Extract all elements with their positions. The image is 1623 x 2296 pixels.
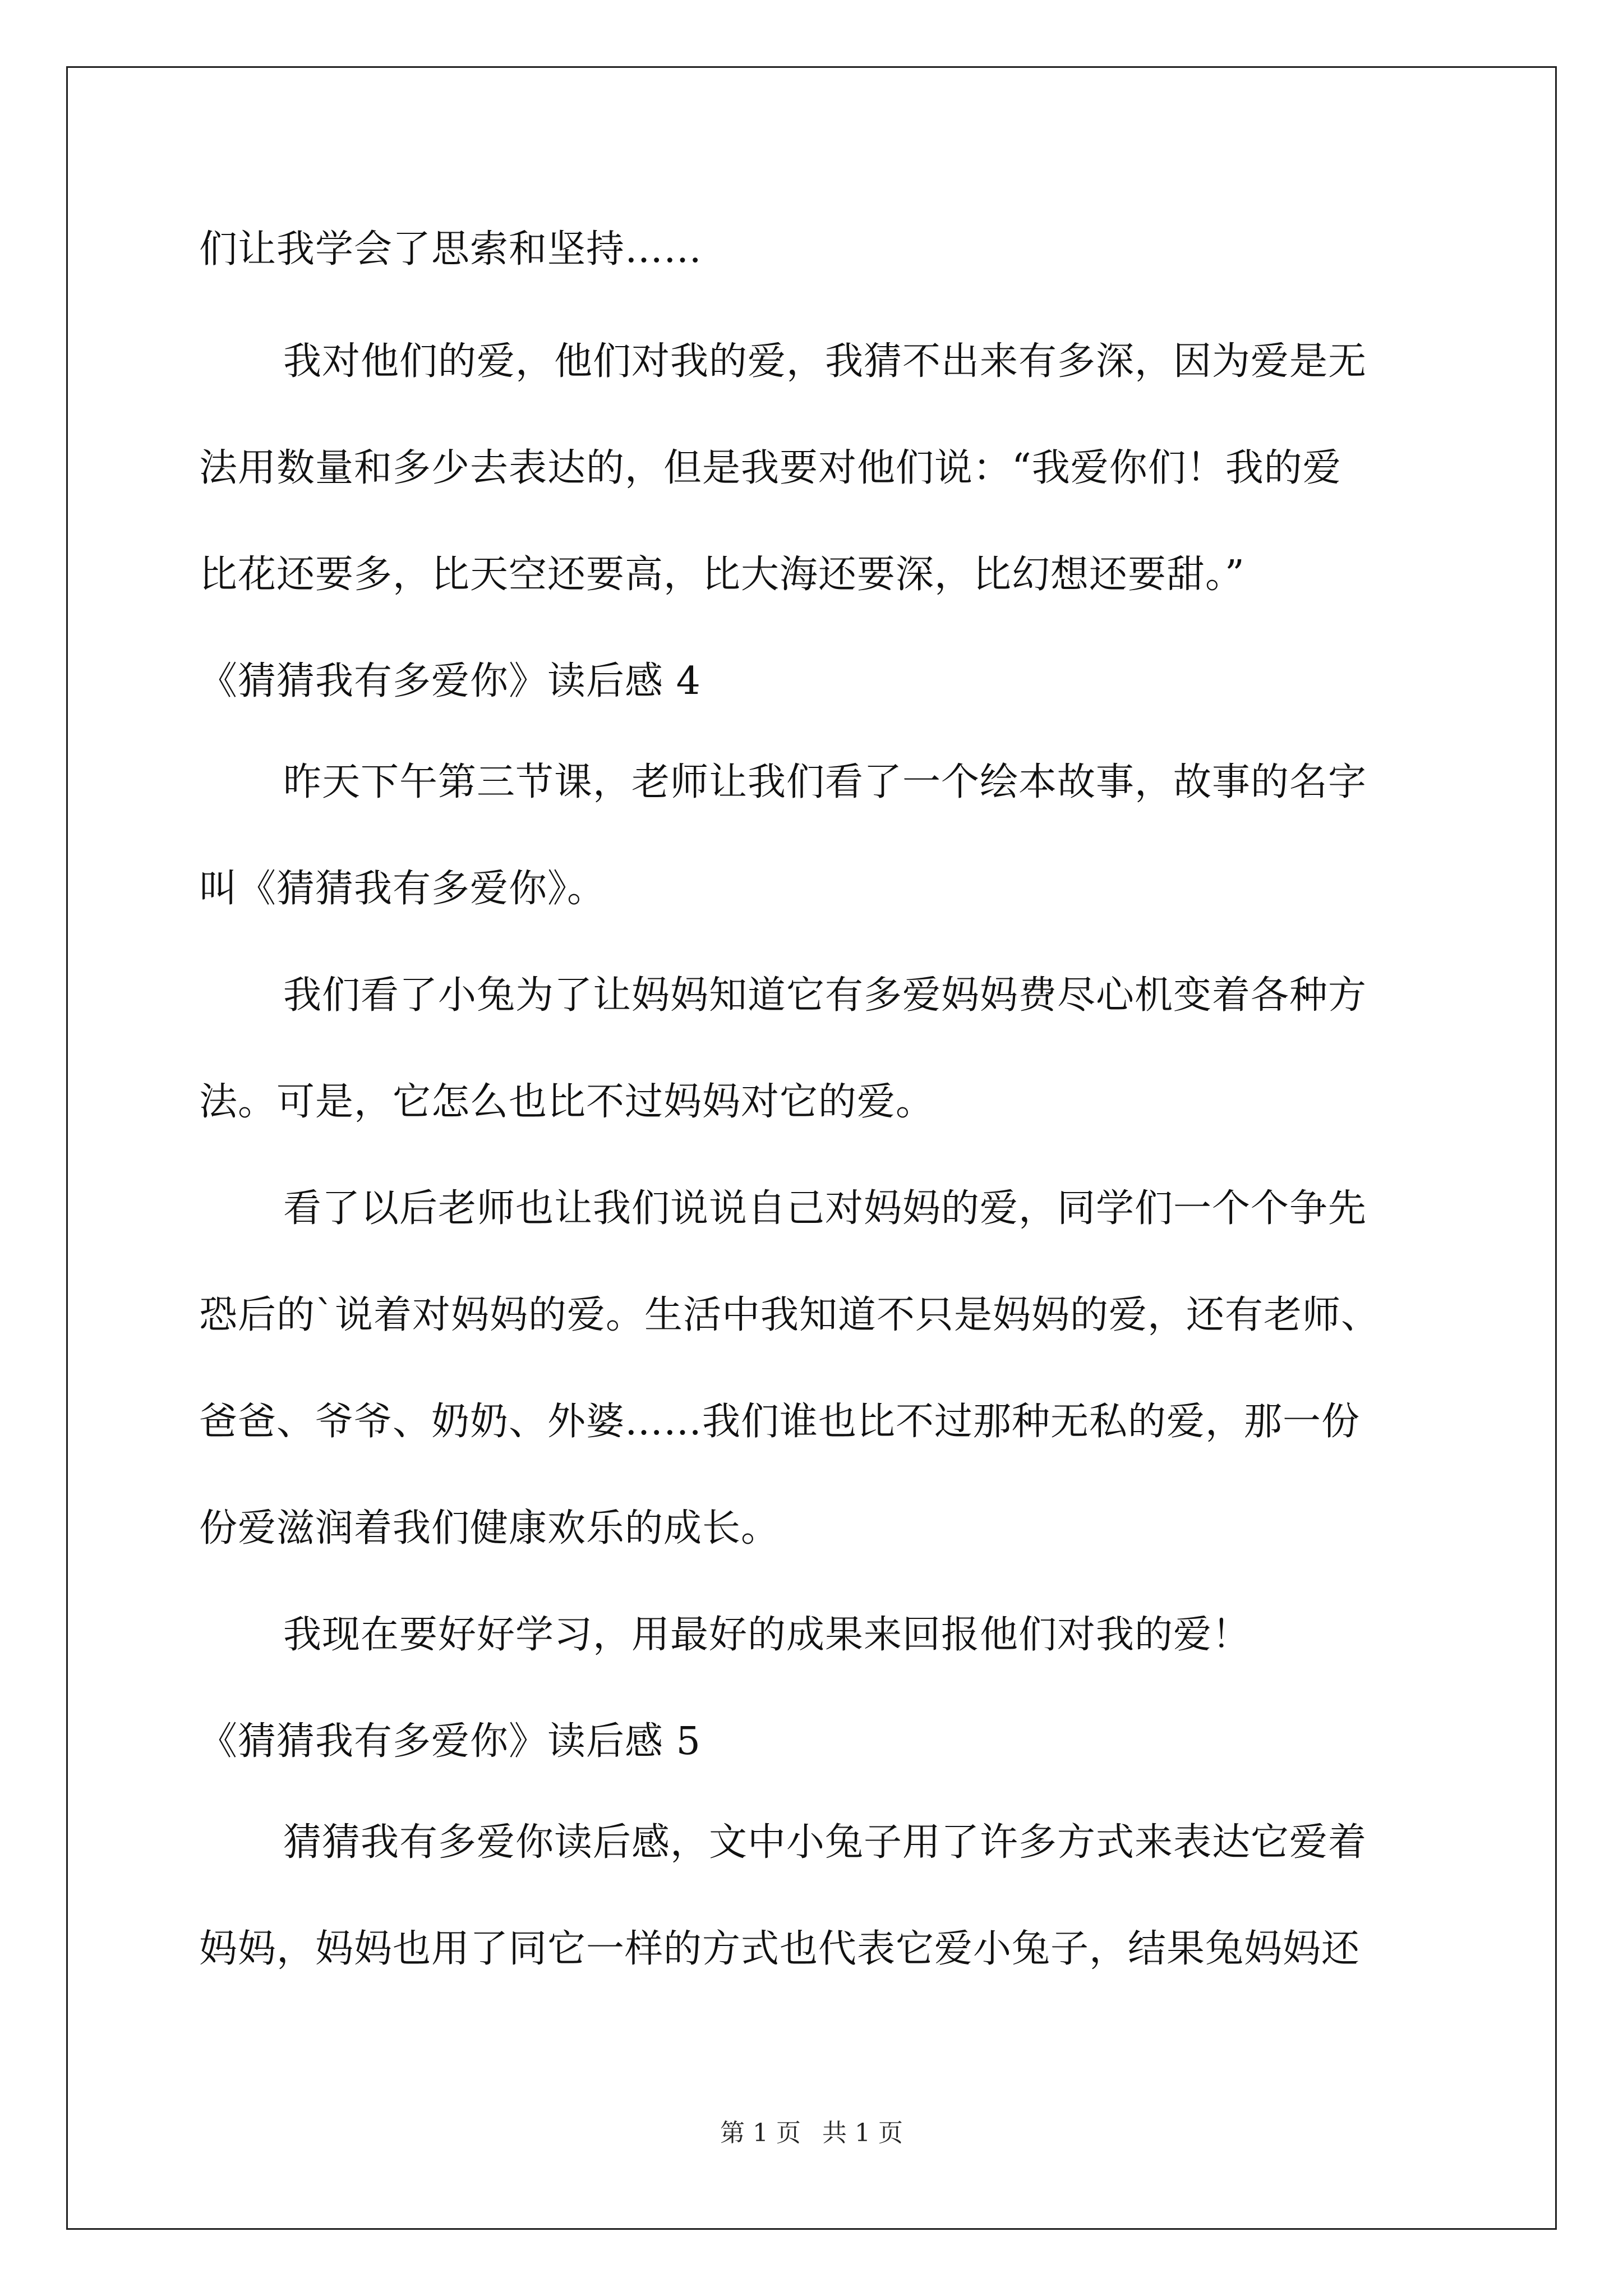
text-line: 昨天下午第三节课，老师让我们看了一个绘本故事，故事的名字 xyxy=(283,760,1367,804)
text-line: 们让我学会了思索和坚持…… xyxy=(199,227,703,272)
text-line: 我们看了小兔为了让妈妈知道它有多爱妈妈费尽心机变着各种方 xyxy=(283,973,1367,1018)
text-line: 看了以后老师也让我们说说自己对妈妈的爱，同学们一个个争先 xyxy=(283,1186,1367,1231)
page-footer xyxy=(0,2118,1623,2149)
text-line: 我对他们的爱，他们对我的爱，我猜不出来有多深，因为爱是无 xyxy=(283,339,1367,384)
section-heading: 《猜猜我有多爱你》读后感 4 xyxy=(199,659,701,703)
text-line: 我现在要好好学习，用最好的成果来回报他们对我的爱！ xyxy=(283,1613,1251,1657)
page-border xyxy=(66,66,1557,2230)
text-line: 叫《猜猜我有多爱你》。 xyxy=(199,867,606,911)
text-line: 猜猜我有多爱你读后感，文中小兔子用了许多方式来表达它爱着 xyxy=(283,1820,1367,1865)
text-line: 恐后的`说着对妈妈的爱。生活中我知道不只是妈妈的爱，还有老师、 xyxy=(199,1293,1380,1337)
text-line: 法用数量和多少去表达的，但是我要对他们说：“我爱你们！我的爱 xyxy=(199,446,1341,490)
page-number: 第 1 页 xyxy=(720,2119,801,2147)
text-line: 爸爸、爷爷、奶奶、外婆……我们谁也比不过那种无私的爱，那一份 xyxy=(199,1400,1361,1444)
section-heading: 《猜猜我有多爱你》读后感 5 xyxy=(199,1719,701,1764)
text-line: 法。可是，它怎么也比不过妈妈对它的爱。 xyxy=(199,1080,935,1124)
text-line: 份爱滋润着我们健康欢乐的成长。 xyxy=(199,1506,780,1550)
text-line: 妈妈，妈妈也用了同它一样的方式也代表它爱小兔子，结果兔妈妈还 xyxy=(199,1927,1361,1971)
text-line: 比花还要多，比天空还要高，比大海还要深，比幻想还要甜。” xyxy=(199,553,1245,597)
page-total: 共 1 页 xyxy=(822,2119,903,2147)
